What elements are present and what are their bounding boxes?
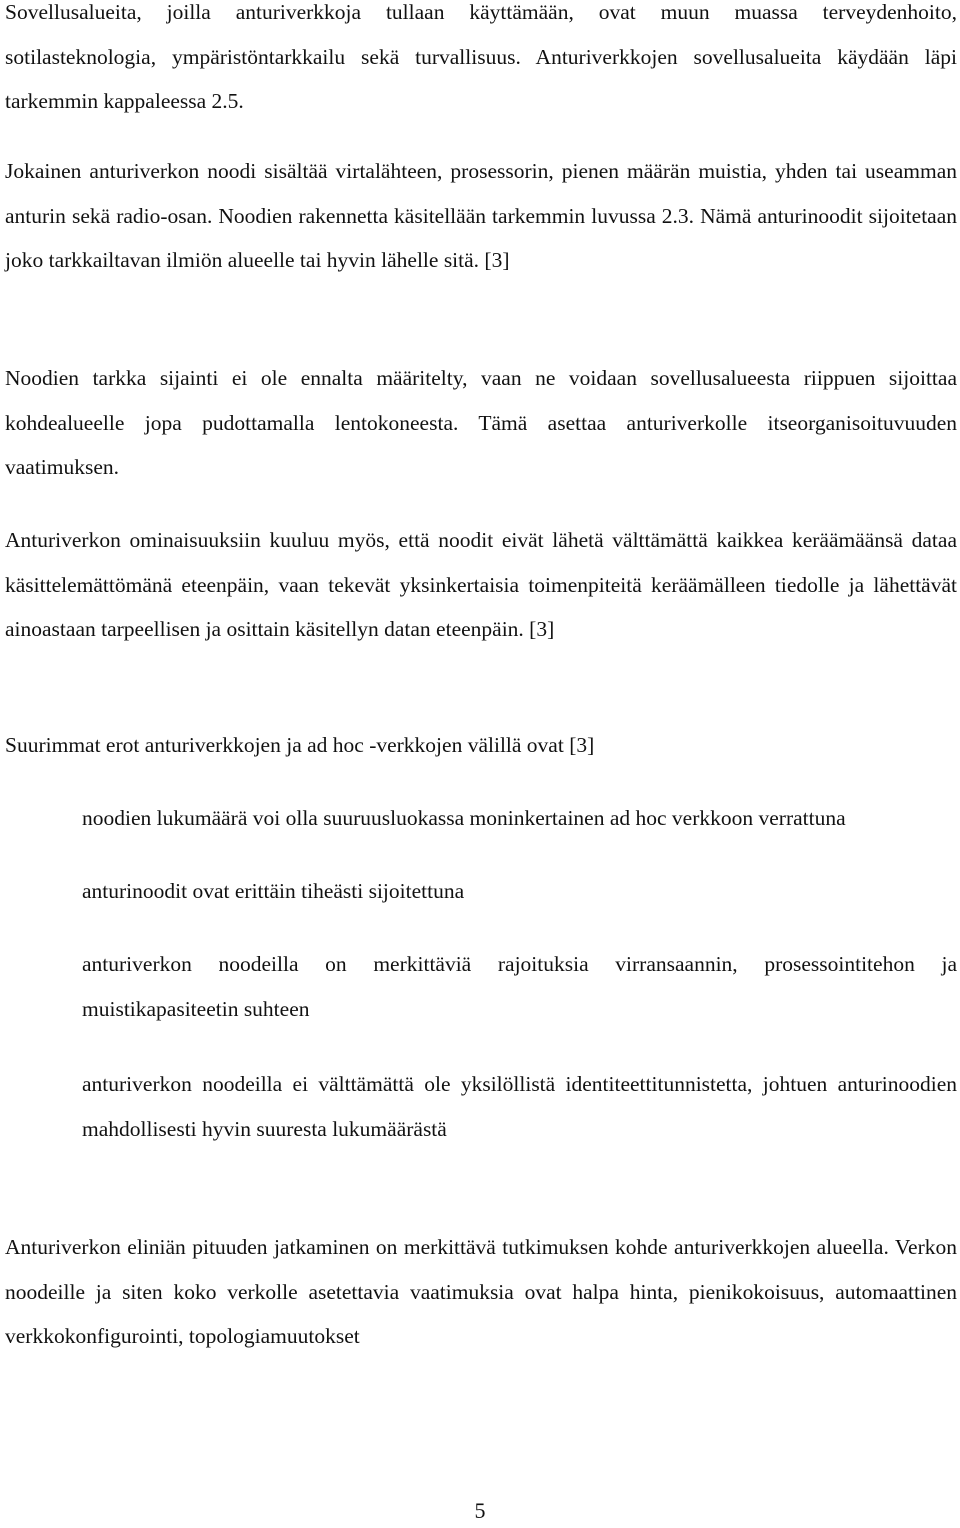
paragraph-node-components: Jokainen anturiverkon noodi sisältää virtalähteen, prosessorin, pienen määrän muistia, yhden tai useamman anturin sekä radio-osan. Noodien rakennetta käsitellään tarkemmin luvussa 2.3. Nämä anturinoodit sijoitetaan joko tarkkailtavan ilmiön alueelle tai hyvin lähelle sitä. [3] bbox=[5, 159, 957, 273]
paragraph-application-areas: Sovellusalueita, joilla anturiverkkoja tullaan käyttämään, ovat muun muassa terveydenhoito, sotilasteknologia, ympäristöntarkkailu sekä turvallisuus. Anturiverkkojen sovellusalueita käydään läpi tarkemmin kappaleessa 2.5. bbox=[5, 0, 957, 114]
paragraph-network-lifetime: Anturiverkon eliniän pituuden jatkaminen on merkittävä tutkimuksen kohde anturiverkkojen alueella. Verkon noodeille ja siten koko verkolle asetettavia vaatimuksia ovat halpa hinta, pienikokoisuus, automaattinen verkkokonfigurointi, topologiamuutokset bbox=[5, 1235, 957, 1349]
paragraph-differences-intro: Suurimmat erot anturiverkkojen ja ad hoc -verkkojen välillä ovat [3] bbox=[5, 733, 595, 757]
list-item: noodien lukumäärä voi olla suuruusluokassa moninkertainen ad hoc verkkoon verrattuna bbox=[82, 806, 846, 830]
list-item: anturinoodit ovat erittäin tiheästi sijoitettuna bbox=[82, 878, 465, 903]
differences-list bbox=[82, 796, 957, 1152]
page-number: 5 bbox=[474, 1498, 486, 1523]
list-item: anturiverkon noodeilla on merkittäviä rajoituksia virransaannin, prosessointitehon ja muistikapasiteetin suhteen bbox=[82, 952, 957, 1021]
paragraph-data-processing: Anturiverkon ominaisuuksiin kuuluu myös, että noodit eivät lähetä välttämättä kaikkea keräämäänsä dataa käsittelemättömänä eteenpäin, vaan tekevät yksinkertaisia toimenpiteitä keräämälleen tiedolle ja lähettävät ainoastaan tarpeellisen ja osittain käsitellyn datan eteenpäin. [3] bbox=[5, 528, 957, 642]
list-item: anturiverkon noodeilla ei välttämättä ole yksilöllistä identiteettitunnistetta, johtuen anturinoodien mahdollisesti hyvin suuresta lukumäärästä bbox=[82, 1072, 957, 1141]
paragraph-node-placement: Noodien tarkka sijainti ei ole ennalta määritelty, vaan ne voidaan sovellusalueesta riippuen sijoittaa kohdealueelle jopa pudottamalla lentokoneesta. Tämä asettaa anturiverkolle itseorganisoituvuuden vaatimuksen. bbox=[5, 366, 957, 480]
